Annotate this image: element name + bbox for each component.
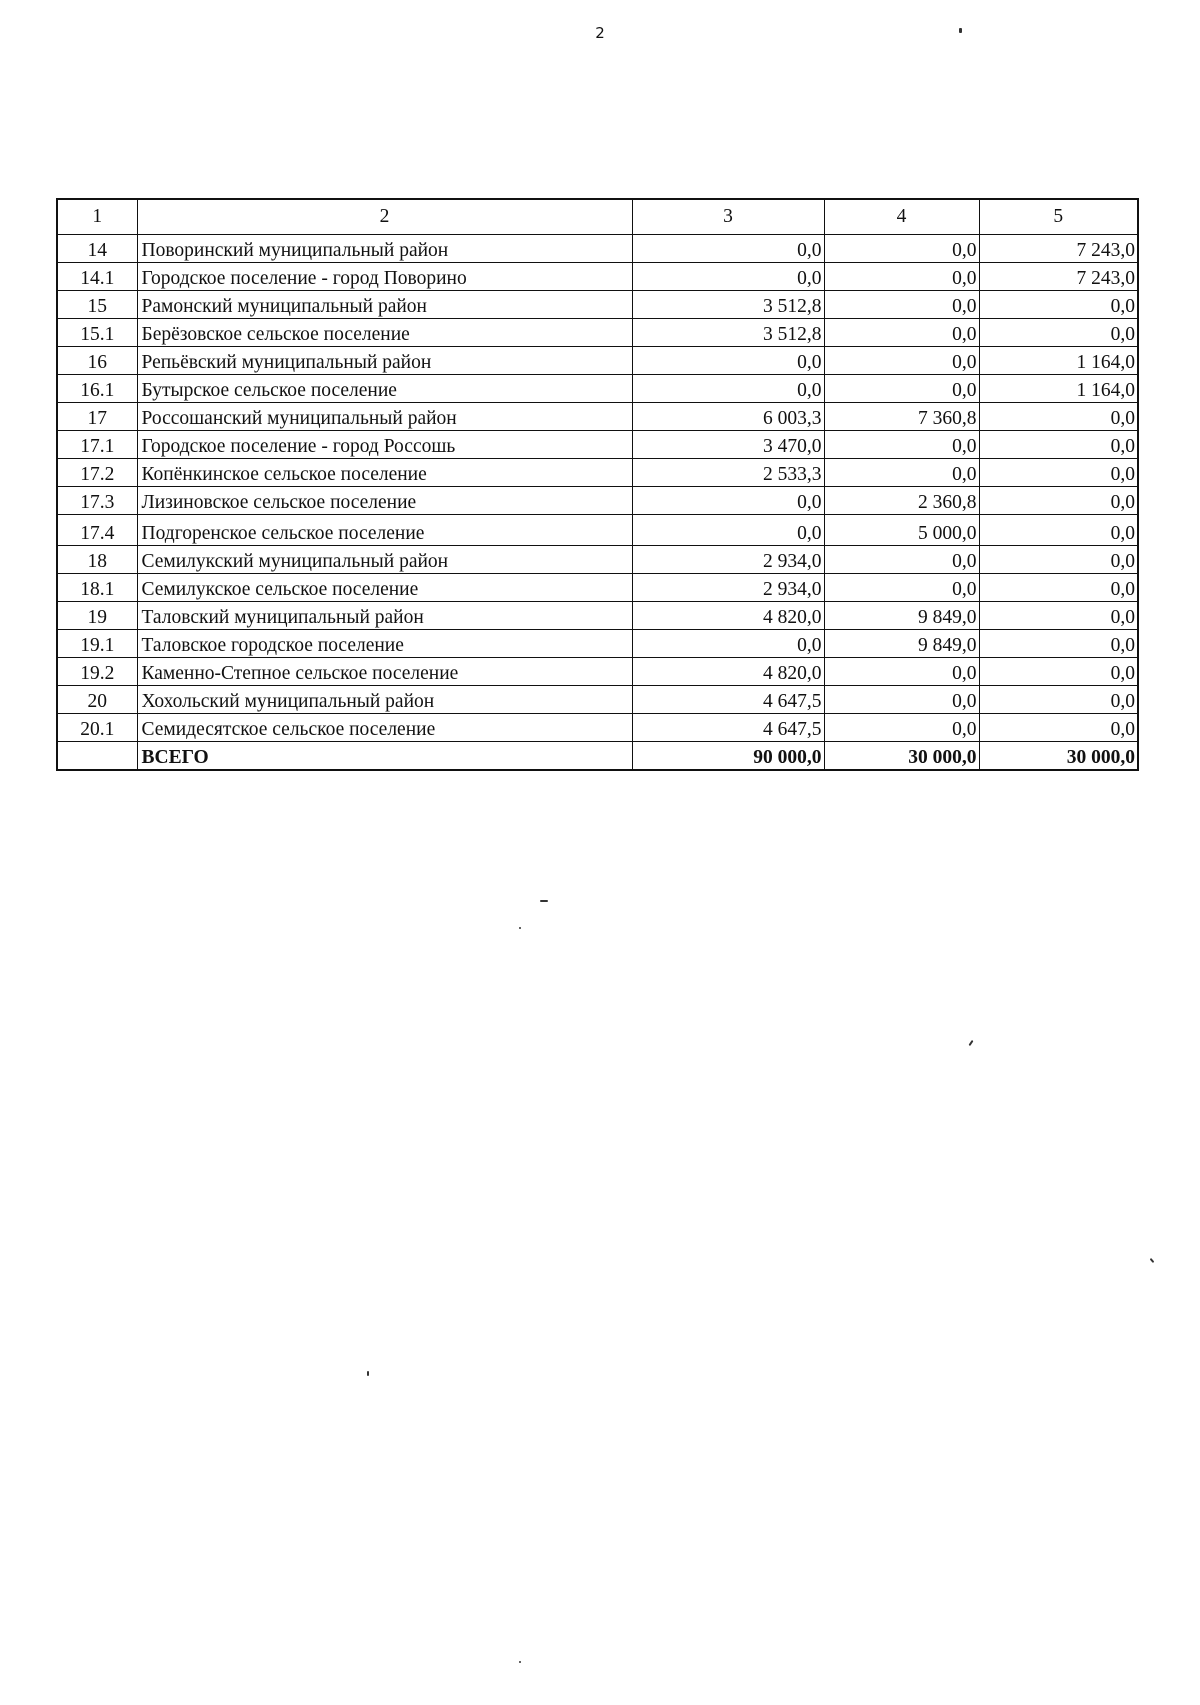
table-row: [57, 686, 1138, 714]
row-value-col4: 0,0: [824, 686, 979, 714]
row-value-col5: 0,0: [979, 658, 1138, 686]
table-row: [57, 546, 1138, 574]
scan-speck: [519, 927, 521, 929]
row-value-col4: 0,0: [824, 291, 979, 319]
row-number: 17.3: [57, 487, 137, 515]
row-name: Россошанский муниципальный район: [137, 403, 632, 431]
total-value-col5: 30 000,0: [979, 742, 1138, 771]
row-value-col4: 2 360,8: [824, 487, 979, 515]
row-value-col4: 9 849,0: [824, 602, 979, 630]
row-value-col4: 0,0: [824, 263, 979, 291]
row-name: Берёзовское сельское поселение: [137, 319, 632, 347]
row-value-col3: 3 512,8: [632, 291, 824, 319]
row-value-col3: 2 533,3: [632, 459, 824, 487]
page-number: 2: [595, 24, 605, 42]
row-name: Таловский муниципальный район: [137, 602, 632, 630]
row-value-col4: 0,0: [824, 375, 979, 403]
row-name: Таловское городское поселение: [137, 630, 632, 658]
row-name: Рамонский муниципальный район: [137, 291, 632, 319]
row-value-col3: 0,0: [632, 487, 824, 515]
row-number: 19.1: [57, 630, 137, 658]
row-value-col4: 0,0: [824, 546, 979, 574]
row-name: Семидесятское сельское поселение: [137, 714, 632, 742]
row-value-col5: 0,0: [979, 319, 1138, 347]
row-value-col5: 0,0: [979, 515, 1138, 546]
row-value-col4: 0,0: [824, 714, 979, 742]
table-row: [57, 459, 1138, 487]
row-value-col5: 0,0: [979, 291, 1138, 319]
row-value-col5: 0,0: [979, 546, 1138, 574]
row-name: Семилукское сельское поселение: [137, 574, 632, 602]
row-name: Семилукский муниципальный район: [137, 546, 632, 574]
row-name: Поворинский муниципальный район: [137, 235, 632, 263]
total-value-col4: 30 000,0: [824, 742, 979, 771]
row-value-col4: 0,0: [824, 347, 979, 375]
row-value-col5: 0,0: [979, 459, 1138, 487]
scan-speck: [959, 28, 962, 33]
table-total-row: [57, 742, 1138, 771]
row-name: Репьёвский муниципальный район: [137, 347, 632, 375]
table-row: [57, 375, 1138, 403]
table-row: [57, 602, 1138, 630]
row-value-col4: 0,0: [824, 459, 979, 487]
row-value-col5: 0,0: [979, 487, 1138, 515]
row-value-col3: 4 820,0: [632, 658, 824, 686]
row-number: 16.1: [57, 375, 137, 403]
row-number: 15: [57, 291, 137, 319]
row-value-col3: 2 934,0: [632, 574, 824, 602]
row-value-col3: 4 647,5: [632, 686, 824, 714]
table-row: [57, 515, 1138, 546]
scan-speck: [968, 1040, 973, 1046]
row-number: 14.1: [57, 263, 137, 291]
row-number: 15.1: [57, 319, 137, 347]
row-value-col3: 0,0: [632, 235, 824, 263]
row-value-col4: 5 000,0: [824, 515, 979, 546]
row-number: 14: [57, 235, 137, 263]
column-header: 5: [979, 199, 1138, 235]
scan-speck: [519, 1661, 521, 1663]
row-name: Подгоренское сельское поселение: [137, 515, 632, 546]
row-value-col4: 0,0: [824, 319, 979, 347]
row-name: Лизиновское сельское поселение: [137, 487, 632, 515]
row-value-col5: 0,0: [979, 602, 1138, 630]
row-value-col3: 3 470,0: [632, 431, 824, 459]
table-header-row: [57, 199, 1138, 235]
column-header: 1: [57, 199, 137, 235]
row-value-col3: 4 647,5: [632, 714, 824, 742]
allocation-table: [56, 198, 1139, 771]
column-header: 3: [632, 199, 824, 235]
scan-speck: [540, 900, 548, 902]
table-row: [57, 235, 1138, 263]
row-value-col3: 0,0: [632, 263, 824, 291]
row-value-col4: 0,0: [824, 574, 979, 602]
row-name: Каменно-Степное сельское поселение: [137, 658, 632, 686]
row-value-col3: 0,0: [632, 375, 824, 403]
row-value-col4: 7 360,8: [824, 403, 979, 431]
scan-speck: [367, 1371, 369, 1376]
table-row: [57, 319, 1138, 347]
table-row: [57, 291, 1138, 319]
row-value-col3: 0,0: [632, 630, 824, 658]
table-row: [57, 403, 1138, 431]
row-number: 19.2: [57, 658, 137, 686]
row-value-col3: 4 820,0: [632, 602, 824, 630]
column-header: 2: [137, 199, 632, 235]
table-row: [57, 574, 1138, 602]
row-number: 18: [57, 546, 137, 574]
column-header: 4: [824, 199, 979, 235]
row-value-col5: 7 243,0: [979, 235, 1138, 263]
row-value-col5: 1 164,0: [979, 375, 1138, 403]
row-value-col4: 0,0: [824, 431, 979, 459]
row-value-col3: 2 934,0: [632, 546, 824, 574]
table-row: [57, 431, 1138, 459]
table-row: [57, 347, 1138, 375]
row-name: Городское поселение - город Россошь: [137, 431, 632, 459]
row-name: Копёнкинское сельское поселение: [137, 459, 632, 487]
row-value-col4: 0,0: [824, 235, 979, 263]
row-value-col3: 3 512,8: [632, 319, 824, 347]
row-number: 17.2: [57, 459, 137, 487]
row-number: 20: [57, 686, 137, 714]
table-row: [57, 630, 1138, 658]
table-row: [57, 263, 1138, 291]
row-name: Хохольский муниципальный район: [137, 686, 632, 714]
scan-speck: [1150, 1258, 1155, 1263]
table-row: [57, 487, 1138, 515]
row-value-col5: 0,0: [979, 714, 1138, 742]
row-number: 16: [57, 347, 137, 375]
table-body: [57, 235, 1138, 771]
row-number: 17.4: [57, 515, 137, 546]
row-number: 17.1: [57, 431, 137, 459]
row-value-col5: 7 243,0: [979, 263, 1138, 291]
row-value-col4: 0,0: [824, 658, 979, 686]
row-name: Бутырское сельское поселение: [137, 375, 632, 403]
table-row: [57, 714, 1138, 742]
row-value-col4: 9 849,0: [824, 630, 979, 658]
row-value-col5: 0,0: [979, 431, 1138, 459]
row-value-col5: 0,0: [979, 403, 1138, 431]
total-value-col3: 90 000,0: [632, 742, 824, 771]
total-label: ВСЕГО: [137, 742, 632, 771]
row-value-col5: 0,0: [979, 686, 1138, 714]
row-number: 17: [57, 403, 137, 431]
total-number: [57, 742, 137, 771]
row-value-col5: 1 164,0: [979, 347, 1138, 375]
row-value-col5: 0,0: [979, 574, 1138, 602]
row-number: 20.1: [57, 714, 137, 742]
row-number: 19: [57, 602, 137, 630]
row-value-col3: 6 003,3: [632, 403, 824, 431]
row-value-col5: 0,0: [979, 630, 1138, 658]
table-row: [57, 658, 1138, 686]
row-number: 18.1: [57, 574, 137, 602]
row-name: Городское поселение - город Поворино: [137, 263, 632, 291]
row-value-col3: 0,0: [632, 515, 824, 546]
row-value-col3: 0,0: [632, 347, 824, 375]
